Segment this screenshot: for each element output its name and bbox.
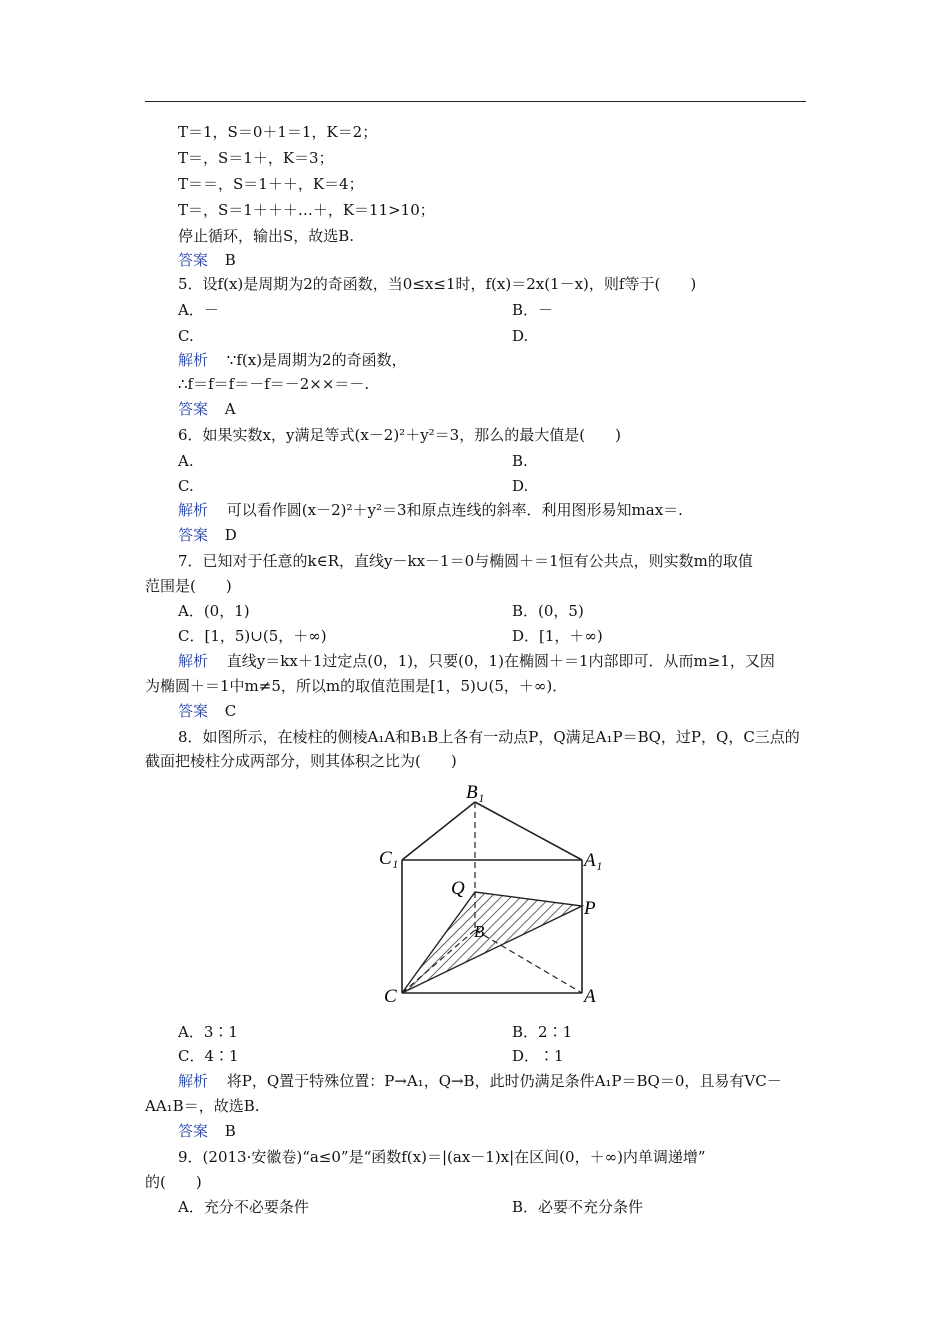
q7-stem-1: 7．已知对于任意的k∈R，直线y－kx－1＝0与椭圆＋＝1恒有公共点，则实数m的取值: [178, 552, 753, 570]
q8-stem-1: 8．如图所示，在棱柱的侧棱A₁A和B₁B上各有一动点P，Q满足A₁P＝BQ，过P，Q，C三点的: [178, 728, 800, 746]
q5-stem: 5．设f(x)是周期为2的奇函数，当0≤x≤1时，f(x)＝2x(1－x)，则f等于( ): [178, 275, 697, 293]
q6-option-b: B.: [512, 452, 528, 470]
q7-option-a: A．(0，1): [178, 602, 250, 620]
q8-option-b: B．2∶1: [512, 1023, 573, 1041]
answer-value: D: [224, 526, 237, 544]
q5-option-a: A．－: [178, 301, 219, 319]
answer-value: B: [224, 1122, 236, 1140]
answer-value: A: [224, 400, 236, 418]
analysis-label: 解析: [178, 652, 209, 670]
answer-label: 答案: [178, 251, 209, 269]
q7-option-b: B．(0，5): [512, 602, 584, 620]
analysis-label: 解析: [178, 501, 209, 519]
q6-option-d: D.: [512, 477, 529, 495]
q8-option-d: D．∶1: [512, 1047, 564, 1065]
q6-stem: 6．如果实数x，y满足等式(x－2)²＋y²＝3，那么的最大值是( ): [178, 426, 621, 444]
q5-analysis-1: [178, 350, 407, 370]
q5-option-d: D.: [512, 327, 529, 345]
q9-option-a: A．充分不必要条件: [178, 1198, 309, 1216]
q5-option-c: C.: [178, 327, 194, 345]
q6-analysis: [178, 500, 683, 520]
q6-answer: [178, 525, 237, 545]
label-q: Q: [451, 878, 465, 899]
q8-option-a: A．3∶1: [178, 1023, 238, 1041]
analysis-text: 将P，Q置于特殊位置：P→A₁，Q→B，此时仍满足条件A₁P＝BQ＝0，且易有VC－: [226, 1072, 782, 1090]
text-line: T＝，S＝1＋＋＋…＋，K＝11>10；: [178, 201, 435, 219]
label-a1: A₁: [584, 850, 603, 871]
label-c1: C₁: [379, 848, 399, 869]
q8-analysis-2: AA₁B＝，故选B.: [145, 1097, 260, 1115]
header-rule: [145, 101, 806, 102]
cross-section: [402, 892, 582, 993]
label-a: A: [584, 986, 596, 1007]
q5-answer: [178, 399, 236, 419]
q7-option-d: D．[1，＋∞): [512, 627, 603, 645]
q7-stem-2: 范围是( ): [145, 577, 232, 595]
label-p: P: [584, 898, 596, 919]
label-b1: B₁: [466, 782, 485, 803]
q6-option-c: C.: [178, 477, 194, 495]
label-b: B: [474, 922, 485, 941]
answer-value: B: [224, 251, 236, 269]
q9-stem-2: 的( ): [145, 1173, 202, 1191]
answer-line: [178, 250, 236, 270]
analysis-label: 解析: [178, 1072, 209, 1090]
q5-option-b: B．－: [512, 301, 554, 319]
q8-answer: [178, 1121, 236, 1141]
answer-label: 答案: [178, 400, 209, 418]
prism-figure: [370, 780, 610, 1010]
q7-option-c: C．[1，5)∪(5，＋∞): [178, 627, 327, 645]
q7-answer: [178, 701, 236, 721]
answer-label: 答案: [178, 1122, 209, 1140]
q6-option-a: A.: [178, 452, 194, 470]
answer-value: C: [224, 702, 237, 720]
edge-c1-b1: [402, 802, 475, 860]
analysis-text: 直线y＝kx＋1过定点(0，1)，只要(0，1)在椭圆＋＝1内部即可．从而m≥1，又因: [226, 652, 775, 670]
q9-stem-1: 9．(2013·安徽卷)“a≤0”是“函数f(x)＝|(ax－1)x|在区间(0，＋∞)内单调递增”: [178, 1148, 706, 1166]
q7-analysis-1: [178, 651, 775, 671]
analysis-text: ∵f(x)是周期为2的奇函数，: [226, 351, 407, 369]
text-line: 停止循环，输出S，故选B.: [178, 227, 355, 245]
text-line: T＝，S＝1＋，K＝3；: [178, 149, 334, 167]
q8-stem-2: 截面把棱柱分成两部分，则其体积之比为( ): [145, 752, 457, 770]
label-c: C: [384, 986, 397, 1007]
analysis-text: 可以看作圆(x－2)²＋y²＝3和原点连线的斜率．利用图形易知max＝.: [226, 501, 683, 519]
q8-analysis-1: [178, 1071, 782, 1091]
edge-b1-a1: [475, 802, 582, 860]
analysis-label: 解析: [178, 351, 209, 369]
q5-analysis-2: ∴f＝f＝f＝－f＝－2××＝－.: [178, 375, 370, 393]
answer-label: 答案: [178, 702, 209, 720]
answer-label: 答案: [178, 526, 209, 544]
q7-analysis-2: 为椭圆＋＝1中m≠5，所以m的取值范围是[1，5)∪(5，＋∞)．: [145, 677, 568, 695]
text-line: T＝1，S＝0＋1＝1，K＝2；: [178, 123, 378, 141]
text-line: T＝＝，S＝1＋＋，K＝4；: [178, 175, 364, 193]
q8-option-c: C．4∶1: [178, 1047, 239, 1065]
q9-option-b: B．必要不充分条件: [512, 1198, 644, 1216]
